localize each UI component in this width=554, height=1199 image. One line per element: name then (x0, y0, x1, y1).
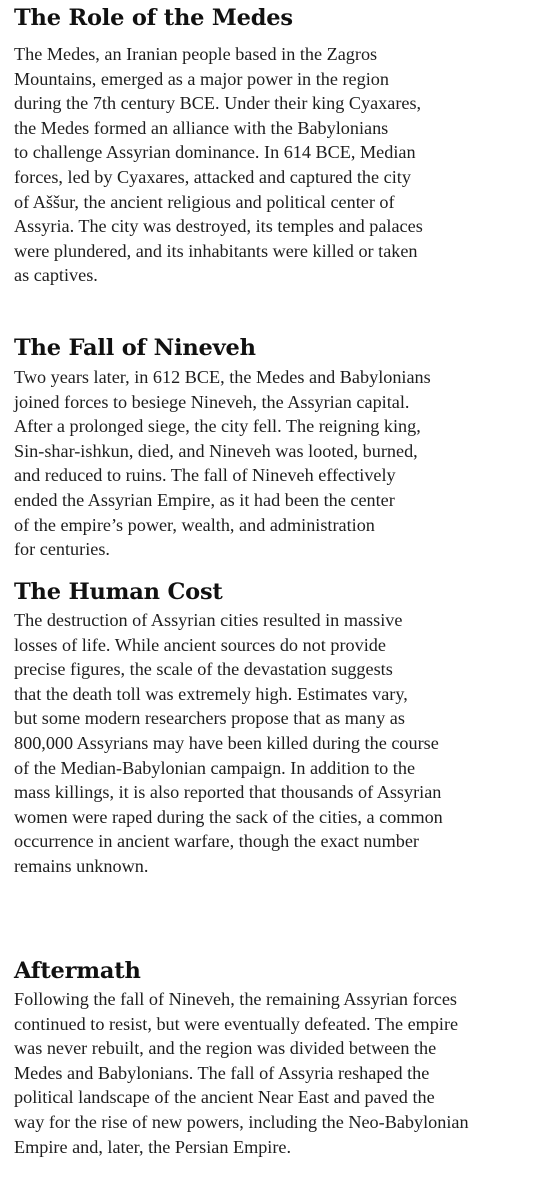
text-line: the Medes formed an alliance with the Babylonians (14, 117, 389, 138)
section-heading: The Role of the Medes (14, 5, 293, 31)
section-body (14, 608, 550, 879)
text-line: Following the fall of Nineveh, the remaining Assyrian forces (14, 989, 457, 1009)
section-role-of-the-medes (14, 4, 550, 288)
text-line: ended the Assyrian Empire, as it had been the center (14, 489, 395, 510)
section-heading: Aftermath (14, 958, 141, 984)
section-body (14, 987, 550, 1159)
text-line: The destruction of Assyrian cities resulted in massive (14, 610, 403, 630)
text-line: The Medes, an Iranian people based in the Zagros (14, 44, 378, 64)
text-line: as captives. (14, 265, 98, 286)
text-line: remains unknown. (14, 855, 149, 876)
section-fall-of-nineveh (14, 334, 550, 562)
text-line: occurrence in ancient warfare, though the exact number (14, 831, 419, 852)
text-line: Assyria. The city was destroyed, its temples and palaces (14, 216, 423, 237)
section-aftermath (14, 957, 550, 1159)
text-line: and reduced to ruins. The fall of Nineveh effectively (14, 465, 396, 486)
section-heading: The Fall of Nineveh (14, 335, 256, 361)
text-line: Empire and, later, the Persian Empire. (14, 1136, 292, 1157)
text-line: to challenge Assyrian dominance. In 614 BCE, Median (14, 142, 416, 163)
text-line: of the Median-Babylonian campaign. In addition to the (14, 757, 416, 778)
text-line: political landscape of the ancient Near East and paved the (14, 1087, 435, 1108)
text-line: Two years later, in 612 BCE, the Medes and Babylonians (14, 367, 431, 387)
text-line: for centuries. (14, 539, 110, 560)
text-line: precise figures, the scale of the devastation suggests (14, 659, 393, 680)
text-line: women were raped during the sack of the cities, a common (14, 806, 443, 827)
section-body (14, 365, 550, 562)
text-line: continued to resist, but were eventually defeated. The empire (14, 1013, 459, 1034)
text-line: of Aššur, the ancient religious and political center of (14, 191, 395, 212)
section-human-cost (14, 578, 550, 879)
text-line: losses of life. While ancient sources do not provide (14, 634, 386, 655)
text-line: were plundered, and its inhabitants were killed or taken (14, 240, 418, 261)
text-line: 800,000 Assyrians may have been killed during the course (14, 732, 439, 753)
text-line: joined forces to besiege Nineveh, the Assyrian capital. (14, 391, 410, 412)
text-line: of the empire’s power, wealth, and administration (14, 514, 375, 535)
text-line: was never rebuilt, and the region was divided between the (14, 1038, 437, 1059)
section-heading: The Human Cost (14, 579, 223, 605)
text-line: Sin-shar-ishkun, died, and Nineveh was looted, burned, (14, 440, 418, 461)
text-line: way for the rise of new powers, including the Neo-Babylonian (14, 1111, 469, 1132)
text-line: forces, led by Cyaxares, attacked and captured the city (14, 166, 411, 187)
text-line: Medes and Babylonians. The fall of Assyria reshaped the (14, 1062, 430, 1083)
text-line: Mountains, emerged as a major power in the region (14, 68, 389, 89)
text-line: during the 7th century BCE. Under their king Cyaxares, (14, 93, 422, 114)
text-line: but some modern researchers propose that as many as (14, 708, 405, 729)
text-line: After a prolonged siege, the city fell. The reigning king, (14, 416, 421, 437)
section-body (14, 42, 550, 288)
text-line: that the death toll was extremely high. Estimates vary, (14, 683, 408, 704)
text-line: mass killings, it is also reported that thousands of Assyrian (14, 782, 442, 803)
